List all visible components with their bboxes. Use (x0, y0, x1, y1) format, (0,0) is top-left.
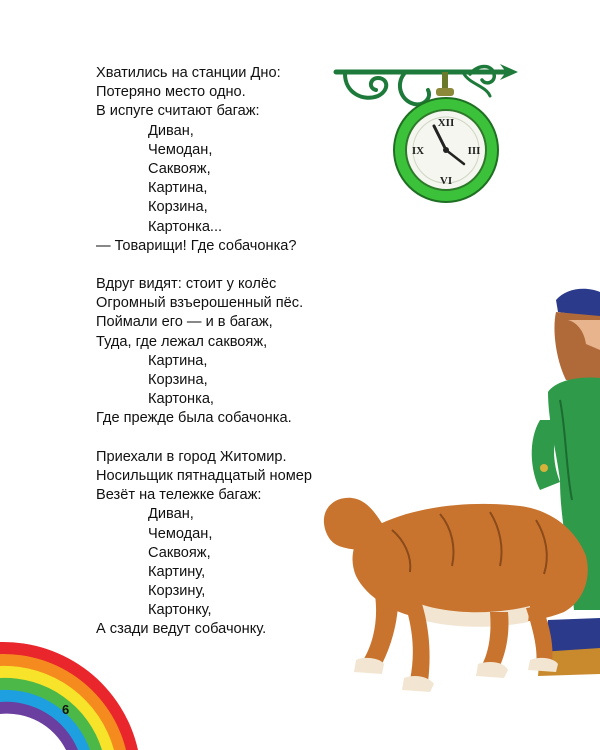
poem-line: Картонку, (148, 602, 212, 619)
poem-line: Диван, (148, 506, 194, 523)
poem-line: Вдруг видят: стоит у колёс (96, 276, 277, 293)
clock-numeral-12: XII (437, 117, 455, 129)
station-clock-illustration (336, 64, 518, 202)
poem-line: Носильщик пятнадцатый номер (96, 467, 312, 484)
poem-line: Чемодан, (148, 141, 213, 158)
poem-line: Потеряно место одно. (96, 84, 246, 101)
poem-line: Огромный взъерошенный пёс. (96, 295, 304, 312)
poem-line: Поймали его — и в багаж, (96, 314, 273, 331)
clock-numeral-9: IX (411, 145, 425, 157)
poem-line: В испуге считают багаж: (96, 103, 260, 120)
poem-line: Картонка, (148, 391, 214, 408)
poem-line: А сзади ведут собачонку. (96, 621, 267, 638)
poem-line: — Товарищи! Где собачонка? (96, 237, 297, 254)
clock-numeral-3: III (467, 145, 481, 157)
poem-line: Где прежде была собачонка. (96, 410, 292, 427)
poem-line: Приехали в город Житомир. (96, 448, 287, 465)
stanza-break (96, 256, 346, 275)
stanza-break (96, 429, 346, 448)
poem-line: Картину, (148, 563, 206, 580)
dog-illustration (324, 498, 588, 692)
poem-line: Картина, (148, 352, 208, 369)
poem-line: Корзину, (148, 583, 206, 600)
page-number: 6 (62, 702, 70, 717)
poem-line: Картина, (148, 180, 208, 197)
clock-numeral-6: VI (439, 175, 453, 187)
poem-line: Везёт на тележке багаж: (96, 487, 262, 504)
poem-text (96, 64, 346, 640)
poem-line: Корзина, (148, 199, 208, 216)
poem-line: Картонка... (148, 218, 223, 235)
poem-line: Саквояж, (148, 544, 211, 561)
poem-line: Корзина, (148, 372, 208, 388)
poem-line: Туда, где лежал саквояж, (96, 333, 268, 350)
poem-line: Саквояж, (148, 160, 211, 177)
poem-line: Диван, (148, 122, 194, 139)
rainbow-illustration (0, 642, 138, 750)
poem-line: Хватились на станции Дно: (96, 65, 281, 81)
poem-line: Чемодан, (148, 525, 213, 542)
